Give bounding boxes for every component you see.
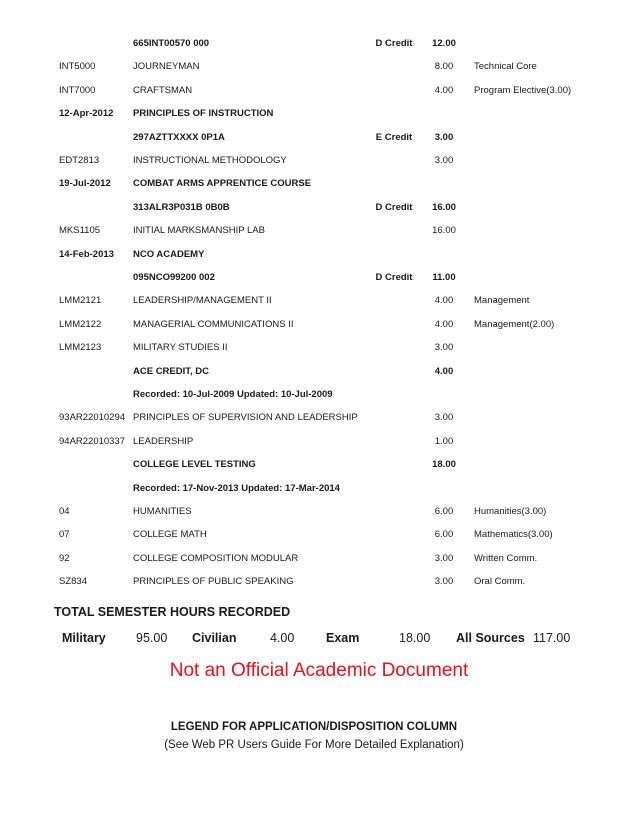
transcript-row xyxy=(0,105,638,123)
cell-c5: Mathematics(3.00) xyxy=(474,529,553,541)
cell-c5: Written Comm. xyxy=(474,552,538,564)
transcript-row xyxy=(0,386,638,404)
cell-c2: LEADERSHIP/MANAGEMENT II xyxy=(133,295,272,307)
cell-c4: 16.00 xyxy=(432,201,456,213)
legend-title: LEGEND FOR APPLICATION/DISPOSITION COLUMN xyxy=(170,721,458,733)
cell-c2: ACE CREDIT, DC xyxy=(133,365,210,377)
cell-c5: Management xyxy=(474,295,530,307)
cell-c1: 92 xyxy=(59,552,70,564)
cell-c1: LMM2122 xyxy=(59,318,102,330)
cell-c2: COLLEGE LEVEL TESTING xyxy=(133,459,256,471)
military-label: Military xyxy=(62,631,106,645)
transcript-row xyxy=(0,58,638,76)
cell-c3: D Credit xyxy=(375,272,413,283)
transcript-row xyxy=(0,316,638,334)
all-sources-value: 117.00 xyxy=(533,631,571,645)
transcript-row xyxy=(0,35,638,53)
cell-c1: 93AR22010294 xyxy=(59,412,126,424)
transcript-row xyxy=(0,433,638,451)
cell-c2: COLLEGE MATH xyxy=(133,529,207,541)
cell-c1: INT5000 xyxy=(59,61,96,73)
cell-c4: 4.00 xyxy=(434,318,454,330)
transcript-row xyxy=(0,363,638,381)
cell-c2: Recorded: 10-Jul-2009 Updated: 10-Jul-2009 xyxy=(133,389,333,400)
cell-c4: 6.00 xyxy=(434,506,454,517)
cell-c4: 11.00 xyxy=(432,272,456,283)
transcript-row xyxy=(0,526,638,544)
cell-c4: 3.00 xyxy=(434,131,454,143)
cell-c4: 3.00 xyxy=(434,342,454,354)
cell-c2: HUMANITIES xyxy=(133,506,192,517)
transcript-row xyxy=(0,269,638,287)
cell-c1: 94AR22010337 xyxy=(59,435,126,447)
cell-c2: 665INT00570 000 xyxy=(133,38,210,49)
cell-c4: 12.00 xyxy=(432,38,456,49)
transcript-row xyxy=(0,503,638,521)
cell-c1: LMM2123 xyxy=(59,342,102,354)
transcript-row xyxy=(0,129,638,147)
cell-c1: 19-Jul-2012 xyxy=(59,178,111,190)
cell-c4: 3.00 xyxy=(434,412,454,424)
cell-c5: Technical Core xyxy=(474,61,537,73)
all-sources-label: All Sources xyxy=(456,631,525,645)
cell-c2: MANAGERIAL COMMUNICATIONS II xyxy=(133,318,294,330)
cell-c2: INSTRUCTIONAL METHODOLOGY xyxy=(133,155,287,166)
cell-c1: MKS1105 xyxy=(59,225,101,237)
cell-c4: 4.00 xyxy=(434,84,454,96)
cell-c2: LEADERSHIP xyxy=(133,435,194,447)
transcript-row xyxy=(0,82,638,100)
cell-c5: Oral Comm. xyxy=(474,576,526,588)
cell-c4: 3.00 xyxy=(434,576,454,588)
cell-c4: 4.00 xyxy=(434,365,454,377)
cell-c2: CRAFTSMAN xyxy=(133,84,193,96)
transcript-row xyxy=(0,456,638,474)
transcript-row xyxy=(0,199,638,217)
cell-c2: COMBAT ARMS APPRENTICE COURSE xyxy=(133,178,312,190)
cell-c4: 4.00 xyxy=(434,295,454,307)
cell-c4: 8.00 xyxy=(434,61,454,73)
cell-c5: Management(2.00) xyxy=(474,318,555,330)
totals-title: TOTAL SEMESTER HOURS RECORDED xyxy=(54,605,291,619)
cell-c3: E Credit xyxy=(375,131,413,143)
cell-c2: PRINCIPLES OF INSTRUCTION xyxy=(133,108,274,120)
cell-c1: 12-Apr-2012 xyxy=(59,108,114,120)
cell-c2: INITIAL MARKSMANSHIP LAB xyxy=(133,225,265,237)
legend-subtitle: (See Web PR Users Guide For More Detailed Explanation) xyxy=(164,739,464,751)
cell-c2: 095NCO99200 002 xyxy=(133,272,215,283)
transcript-row xyxy=(0,339,638,357)
cell-c2: PRINCIPLES OF SUPERVISION AND LEADERSHIP xyxy=(133,412,358,424)
civilian-value: 4.00 xyxy=(270,631,295,645)
cell-c1: 07 xyxy=(59,529,70,541)
cell-c1: EDT2813 xyxy=(59,155,100,166)
cell-c2: 297AZTTXXXX 0P1A xyxy=(133,131,225,143)
transcript-row xyxy=(0,152,638,170)
cell-c4: 3.00 xyxy=(434,155,454,166)
cell-c2: JOURNEYMAN xyxy=(133,61,200,73)
exam-value: 18.00 xyxy=(399,631,431,645)
transcript-row xyxy=(0,480,638,498)
transcript-row xyxy=(0,573,638,591)
cell-c1: INT7000 xyxy=(59,84,96,96)
cell-c4: 18.00 xyxy=(432,459,456,471)
cell-c4: 3.00 xyxy=(434,552,454,564)
transcript-row xyxy=(0,246,638,264)
cell-c4: 1.00 xyxy=(434,435,454,447)
cell-c2: PRINCIPLES OF PUBLIC SPEAKING xyxy=(133,576,294,588)
exam-label: Exam xyxy=(326,631,360,645)
unofficial-notice: Not an Official Academic Document xyxy=(169,660,469,681)
cell-c4: 16.00 xyxy=(432,225,456,237)
cell-c3: D Credit xyxy=(375,38,413,49)
cell-c3: D Credit xyxy=(375,201,413,213)
cell-c2: NCO ACADEMY xyxy=(133,248,205,260)
transcript-row xyxy=(0,222,638,240)
transcript-row xyxy=(0,409,638,427)
civilian-label: Civilian xyxy=(192,631,237,645)
cell-c2: 313ALR3P031B 0B0B xyxy=(133,201,230,213)
military-value: 95.00 xyxy=(136,631,168,645)
cell-c1: 14-Feb-2013 xyxy=(59,248,114,260)
transcript-row xyxy=(0,550,638,568)
cell-c2: MILITARY STUDIES II xyxy=(133,342,228,354)
cell-c4: 6.00 xyxy=(434,529,454,541)
cell-c5: Program Elective(3.00) xyxy=(474,84,572,96)
cell-c2: COLLEGE COMPOSITION MODULAR xyxy=(133,552,299,564)
transcript-row xyxy=(0,175,638,193)
cell-c2: Recorded: 17-Nov-2013 Updated: 17-Mar-2014 xyxy=(133,482,340,494)
cell-c1: LMM2121 xyxy=(59,295,102,307)
cell-c5: Humanities(3.00) xyxy=(474,506,547,517)
cell-c1: SZ834 xyxy=(59,576,87,588)
totals-row xyxy=(0,628,638,648)
cell-c1: 04 xyxy=(59,506,70,517)
transcript-row xyxy=(0,292,638,310)
